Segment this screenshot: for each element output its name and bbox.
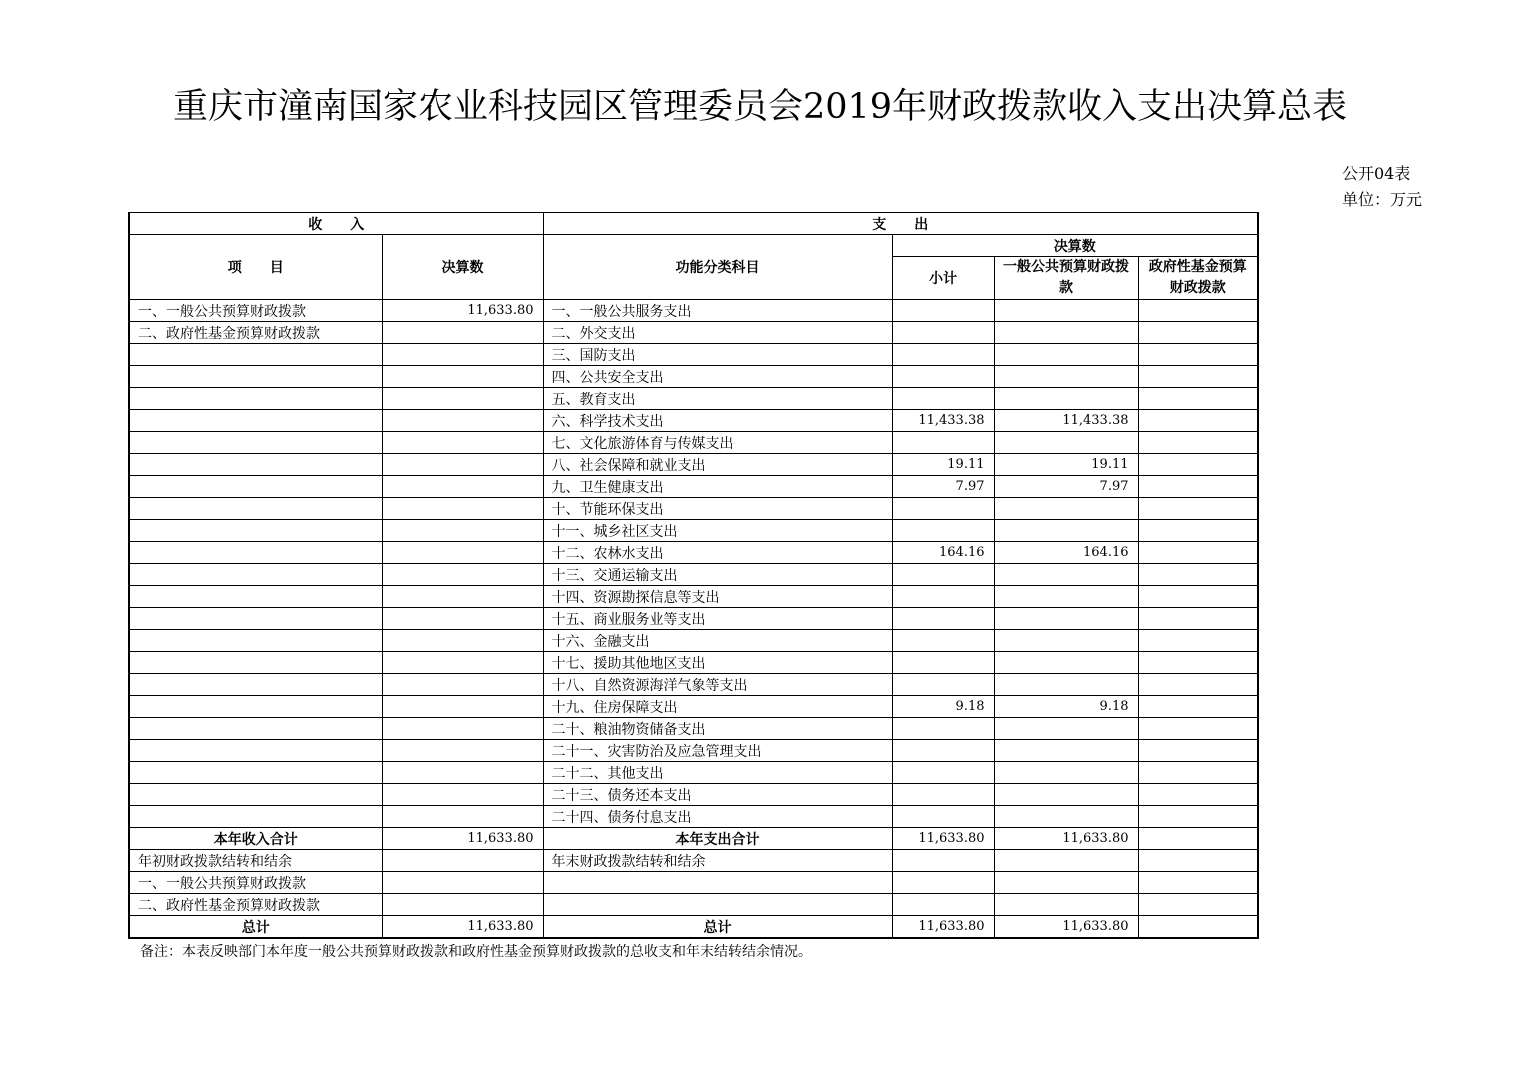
subtotal-cell — [892, 872, 994, 894]
expense-item-cell: 三、国防支出 — [543, 344, 892, 366]
income-amount-cell — [382, 476, 543, 498]
table-row — [129, 608, 1258, 630]
income-item-cell — [129, 718, 382, 740]
subtotal-cell — [892, 674, 994, 696]
expense-item-cell: 二十二、其他支出 — [543, 762, 892, 784]
table-row — [129, 652, 1258, 674]
general-budget-cell — [994, 718, 1138, 740]
table-row — [129, 300, 1258, 322]
income-amount-cell — [382, 740, 543, 762]
gov-fund-cell — [1138, 498, 1258, 520]
gov-fund-cell — [1138, 322, 1258, 344]
subtotal-cell — [892, 322, 994, 344]
gov-fund-cell — [1138, 916, 1258, 939]
subtotal-cell — [892, 608, 994, 630]
table-row — [129, 388, 1258, 410]
income-amount-cell — [382, 872, 543, 894]
gov-fund-cell — [1138, 784, 1258, 806]
table-row — [129, 344, 1258, 366]
expense-item-cell: 一、一般公共服务支出 — [543, 300, 892, 322]
gov-fund-cell — [1138, 388, 1258, 410]
table-row — [129, 894, 1258, 916]
table-row — [129, 696, 1258, 718]
table-row — [129, 322, 1258, 344]
expense-item-cell — [543, 872, 892, 894]
general-budget-cell — [994, 608, 1138, 630]
table-row — [129, 498, 1258, 520]
expense-header: 支 出 — [543, 213, 1258, 235]
subtotal-cell — [892, 652, 994, 674]
subtotal-cell — [892, 586, 994, 608]
expense-item-cell: 十一、城乡社区支出 — [543, 520, 892, 542]
general-budget-cell — [994, 784, 1138, 806]
general-budget-cell — [994, 432, 1138, 454]
income-item-cell — [129, 740, 382, 762]
subtotal-cell — [892, 432, 994, 454]
income-item-cell — [129, 476, 382, 498]
subtotal-cell — [892, 630, 994, 652]
income-item-cell — [129, 520, 382, 542]
income-item-cell — [129, 762, 382, 784]
gov-fund-cell — [1138, 850, 1258, 872]
table-row — [129, 630, 1258, 652]
income-amount-cell — [382, 894, 543, 916]
income-item-cell — [129, 564, 382, 586]
income-item-cell — [129, 366, 382, 388]
table-row — [129, 520, 1258, 542]
expense-item-cell: 六、科学技术支出 — [543, 410, 892, 432]
income-item-cell: 总计 — [129, 916, 382, 939]
footnote: 备注：本表反映部门本年度一般公共预算财政拨款和政府性基金预算财政拨款的总收支和年末结转结余情况。 — [140, 944, 812, 960]
expense-item-cell: 五、教育支出 — [543, 388, 892, 410]
final-amount-header: 决算数 — [892, 235, 1258, 257]
gov-fund-cell — [1138, 696, 1258, 718]
general-budget-cell: 11,633.80 — [994, 916, 1138, 939]
gov-fund-cell — [1138, 674, 1258, 696]
expense-item-cell: 十八、自然资源海洋气象等支出 — [543, 674, 892, 696]
general-budget-cell — [994, 520, 1138, 542]
subtotal-cell — [892, 740, 994, 762]
subtotal-cell — [892, 300, 994, 322]
income-amount-cell — [382, 718, 543, 740]
gov-fund-cell — [1138, 564, 1258, 586]
subtotal-cell — [892, 718, 994, 740]
expense-item-cell: 十六、金融支出 — [543, 630, 892, 652]
expense-item-cell: 二、外交支出 — [543, 322, 892, 344]
income-amount-cell — [382, 498, 543, 520]
gov-fund-cell — [1138, 542, 1258, 564]
income-item-cell: 年初财政拨款结转和结余 — [129, 850, 382, 872]
income-amount-cell — [382, 630, 543, 652]
table-row — [129, 432, 1258, 454]
subtotal-cell — [892, 894, 994, 916]
general-budget-cell — [994, 872, 1138, 894]
expense-item-cell: 十二、农林水支出 — [543, 542, 892, 564]
table-row — [129, 740, 1258, 762]
gov-fund-header: 政府性基金预算财政拨款 — [1138, 257, 1258, 300]
expense-item-cell: 九、卫生健康支出 — [543, 476, 892, 498]
income-amount-cell: 11,633.80 — [382, 300, 543, 322]
expense-item-cell: 十三、交通运输支出 — [543, 564, 892, 586]
subtotal-cell — [892, 806, 994, 828]
general-budget-cell: 7.97 — [994, 476, 1138, 498]
general-budget-cell — [994, 388, 1138, 410]
income-item-cell — [129, 674, 382, 696]
income-amount-cell — [382, 432, 543, 454]
gov-fund-cell — [1138, 872, 1258, 894]
gov-fund-cell — [1138, 740, 1258, 762]
subtotal-header: 小计 — [892, 257, 994, 300]
table-row — [129, 762, 1258, 784]
expense-item-cell: 本年支出合计 — [543, 828, 892, 850]
subtotal-cell — [892, 762, 994, 784]
expense-item-cell: 二十一、灾害防治及应急管理支出 — [543, 740, 892, 762]
general-budget-cell — [994, 894, 1138, 916]
table-row — [129, 476, 1258, 498]
table-row — [129, 674, 1258, 696]
income-amount-cell — [382, 850, 543, 872]
general-budget-cell — [994, 564, 1138, 586]
gov-fund-cell — [1138, 762, 1258, 784]
gov-fund-cell — [1138, 344, 1258, 366]
unit-label: 单位：万元 — [1342, 190, 1423, 209]
expense-item-cell: 十、节能环保支出 — [543, 498, 892, 520]
income-item-cell — [129, 542, 382, 564]
income-amount-cell — [382, 784, 543, 806]
general-budget-cell — [994, 674, 1138, 696]
subtotal-cell: 11,433.38 — [892, 410, 994, 432]
gov-fund-cell — [1138, 432, 1258, 454]
income-amount-cell — [382, 366, 543, 388]
income-item-cell — [129, 608, 382, 630]
expense-item-cell: 十五、商业服务业等支出 — [543, 608, 892, 630]
income-item-cell — [129, 454, 382, 476]
general-budget-cell — [994, 652, 1138, 674]
general-budget-cell — [994, 322, 1138, 344]
general-budget-cell: 164.16 — [994, 542, 1138, 564]
subtotal-cell — [892, 388, 994, 410]
income-item-cell — [129, 344, 382, 366]
income-item-cell: 一、一般公共预算财政拨款 — [129, 300, 382, 322]
general-budget-cell — [994, 740, 1138, 762]
gov-fund-cell — [1138, 806, 1258, 828]
gov-fund-cell — [1138, 894, 1258, 916]
gov-fund-cell — [1138, 608, 1258, 630]
subtotal-cell: 11,633.80 — [892, 916, 994, 939]
table-row — [129, 542, 1258, 564]
table-row — [129, 916, 1258, 939]
table-row — [129, 366, 1258, 388]
subtotal-cell: 19.11 — [892, 454, 994, 476]
general-budget-header: 一般公共预算财政拨款 — [994, 257, 1138, 300]
income-item-cell: 二、政府性基金预算财政拨款 — [129, 322, 382, 344]
income-item-cell: 一、一般公共预算财政拨款 — [129, 872, 382, 894]
subtotal-cell — [892, 498, 994, 520]
income-item-cell — [129, 784, 382, 806]
expense-item-cell: 年末财政拨款结转和结余 — [543, 850, 892, 872]
income-item-cell — [129, 388, 382, 410]
subtotal-cell: 9.18 — [892, 696, 994, 718]
subtotal-cell — [892, 520, 994, 542]
subtotal-cell: 164.16 — [892, 542, 994, 564]
table-row — [129, 718, 1258, 740]
expense-item-cell: 十四、资源勘探信息等支出 — [543, 586, 892, 608]
general-budget-cell: 11,433.38 — [994, 410, 1138, 432]
subtotal-cell: 7.97 — [892, 476, 994, 498]
subtotal-cell — [892, 344, 994, 366]
income-amount-cell: 11,633.80 — [382, 916, 543, 939]
general-budget-cell — [994, 630, 1138, 652]
general-budget-cell — [994, 366, 1138, 388]
income-amount-cell: 11,633.80 — [382, 828, 543, 850]
page-title: 重庆市潼南国家农业科技园区管理委员会2019年财政拨款收入支出决算总表 — [172, 87, 1348, 127]
income-amount-cell — [382, 520, 543, 542]
table-row — [129, 872, 1258, 894]
income-amount-cell — [382, 410, 543, 432]
income-item-cell: 二、政府性基金预算财政拨款 — [129, 894, 382, 916]
subtotal-cell — [892, 784, 994, 806]
income-amount-cell — [382, 564, 543, 586]
income-item-cell — [129, 410, 382, 432]
income-item-cell — [129, 652, 382, 674]
amount-header: 决算数 — [382, 235, 543, 300]
expense-item-cell: 总计 — [543, 916, 892, 939]
form-code: 公开04表 — [1342, 164, 1411, 183]
gov-fund-cell — [1138, 652, 1258, 674]
table-row — [129, 784, 1258, 806]
expense-item-cell: 二十三、债务还本支出 — [543, 784, 892, 806]
general-budget-cell — [994, 806, 1138, 828]
general-budget-cell — [994, 498, 1138, 520]
gov-fund-cell — [1138, 300, 1258, 322]
gov-fund-cell — [1138, 520, 1258, 542]
table-row — [129, 586, 1258, 608]
general-budget-cell: 19.11 — [994, 454, 1138, 476]
expense-item-cell: 七、文化旅游体育与传媒支出 — [543, 432, 892, 454]
income-amount-cell — [382, 542, 543, 564]
gov-fund-cell — [1138, 454, 1258, 476]
table-row — [129, 828, 1258, 850]
subtotal-cell — [892, 366, 994, 388]
income-amount-cell — [382, 454, 543, 476]
general-budget-cell: 11,633.80 — [994, 828, 1138, 850]
item-header: 项 目 — [129, 235, 382, 300]
gov-fund-cell — [1138, 586, 1258, 608]
income-amount-cell — [382, 388, 543, 410]
expense-item-cell — [543, 894, 892, 916]
expense-item-cell: 二十、粮油物资储备支出 — [543, 718, 892, 740]
table-row — [129, 564, 1258, 586]
expense-item-cell: 二十四、债务付息支出 — [543, 806, 892, 828]
gov-fund-cell — [1138, 366, 1258, 388]
gov-fund-cell — [1138, 630, 1258, 652]
income-item-cell — [129, 498, 382, 520]
income-header: 收 入 — [129, 213, 543, 235]
income-item-cell — [129, 806, 382, 828]
gov-fund-cell — [1138, 718, 1258, 740]
income-amount-cell — [382, 674, 543, 696]
subtotal-cell — [892, 850, 994, 872]
subtotal-cell: 11,633.80 — [892, 828, 994, 850]
general-budget-cell — [994, 850, 1138, 872]
general-budget-cell — [994, 586, 1138, 608]
expense-item-cell: 十九、住房保障支出 — [543, 696, 892, 718]
table-row — [129, 410, 1258, 432]
general-budget-cell — [994, 344, 1138, 366]
general-budget-cell — [994, 762, 1138, 784]
table-row — [129, 454, 1258, 476]
table-row — [129, 850, 1258, 872]
expense-item-cell: 八、社会保障和就业支出 — [543, 454, 892, 476]
table-row — [129, 806, 1258, 828]
income-amount-cell — [382, 608, 543, 630]
income-item-cell: 本年收入合计 — [129, 828, 382, 850]
general-budget-cell — [994, 300, 1138, 322]
income-amount-cell — [382, 322, 543, 344]
gov-fund-cell — [1138, 828, 1258, 850]
income-item-cell — [129, 586, 382, 608]
income-amount-cell — [382, 806, 543, 828]
income-amount-cell — [382, 696, 543, 718]
income-item-cell — [129, 696, 382, 718]
expense-item-cell: 十七、援助其他地区支出 — [543, 652, 892, 674]
expense-item-cell: 四、公共安全支出 — [543, 366, 892, 388]
income-amount-cell — [382, 344, 543, 366]
gov-fund-cell — [1138, 476, 1258, 498]
subtotal-cell — [892, 564, 994, 586]
income-item-cell — [129, 630, 382, 652]
summary-table — [128, 212, 1259, 939]
func-category-header: 功能分类科目 — [543, 235, 892, 300]
income-amount-cell — [382, 762, 543, 784]
income-amount-cell — [382, 586, 543, 608]
general-budget-cell: 9.18 — [994, 696, 1138, 718]
gov-fund-cell — [1138, 410, 1258, 432]
income-amount-cell — [382, 652, 543, 674]
income-item-cell — [129, 432, 382, 454]
